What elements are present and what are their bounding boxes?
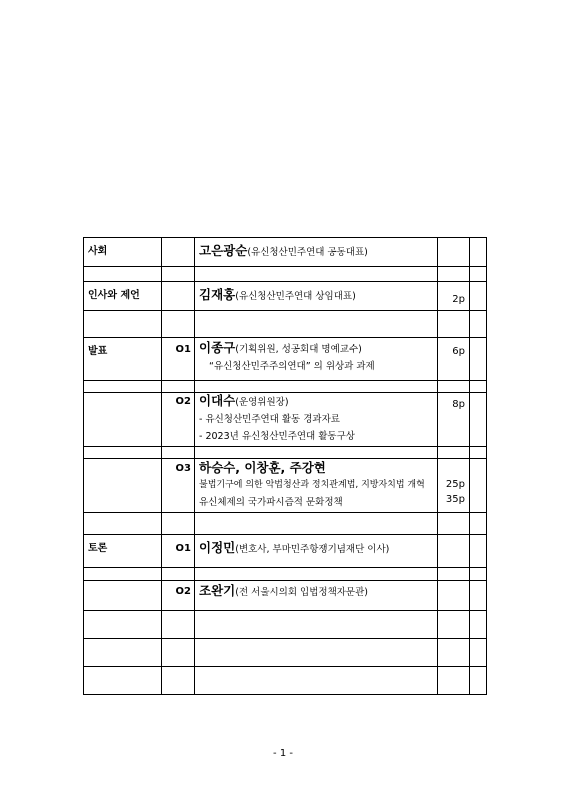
speaker-affiliation: (유신청산민주연대 공동대표) [247,247,368,258]
page-cell [438,581,470,611]
number-cell [162,282,195,311]
section-label: 사회 [84,238,162,267]
speaker-name: 조완기 [199,583,236,598]
page-number: 35p [445,494,465,505]
spacer-row [84,568,487,581]
speaker-cell [195,535,438,568]
page-cell [438,459,470,513]
page-cell [438,282,470,311]
speaker-cell [195,282,438,311]
speaker-cell [195,338,438,381]
item-number: O1 [162,535,195,568]
speaker-name: 이정민 [199,540,236,555]
speaker-affiliation: (기획위원, 성공회대 명예교수) [235,344,362,355]
spacer-row [84,381,487,393]
section-label: 발표 [84,338,162,381]
page-number: 2p [452,294,465,305]
item-number: O2 [162,393,195,447]
speaker-affiliation: (전 서울시의회 입법정책자문관) [235,587,368,598]
spacer-row [84,311,487,338]
speaker-name: 김재홍 [199,287,236,302]
page-cell [438,238,470,267]
talk-title: “유신청산민주주의연대” 의 위상과 과제 [209,361,375,372]
table-row [84,338,487,381]
speaker-name: 하승수, 이창훈, 주강현 [199,460,326,475]
speaker-name: 고은광순 [199,243,248,258]
talk-item: - 2023년 유신청산민주연대 활동구상 [199,431,355,442]
speaker-cell [195,393,438,447]
table-row [84,459,487,513]
page-cell [438,393,470,447]
page-cell [438,535,470,568]
table-row [84,393,487,447]
item-number: O1 [162,338,195,381]
spacer-row [84,513,487,535]
table-row [84,238,487,267]
spacer-row [84,447,487,459]
empty-row [84,667,487,695]
item-number: O2 [162,581,195,611]
page-number: 25p [445,479,465,490]
page-footer: - 1 - [273,748,293,759]
talk-title: 불법기구에 의한 악법청산과 정치관계법, 지방자치법 개혁 [199,480,425,490]
program-table [83,237,487,695]
speaker-name: 이종구 [199,340,236,355]
speaker-cell [195,581,438,611]
speaker-name: 이대수 [199,393,236,408]
spacer-row [84,267,487,282]
section-label: 토론 [84,535,162,568]
item-number: O3 [162,459,195,513]
speaker-affiliation: (변호사, 부마민주항쟁기념재단 이사) [235,544,390,555]
speaker-affiliation: (운영위원장) [235,397,289,408]
empty-row [84,639,487,667]
speaker-affiliation: (유신청산민주연대 상임대표) [235,291,356,302]
table-row [84,581,487,611]
talk-item: - 유신청산민주연대 활동 경과자료 [199,414,340,425]
page-cell [438,338,470,381]
speaker-cell [195,238,438,267]
talk-title: 유신체제의 국가파시즘적 문화정책 [199,497,343,508]
empty-row [84,611,487,639]
page-number: 6p [452,346,465,357]
table-row [84,282,487,311]
speaker-cell [195,459,438,513]
section-label: 인사와 제언 [84,282,162,311]
number-cell [162,238,195,267]
table-row [84,535,487,568]
page-number: 8p [452,399,465,410]
